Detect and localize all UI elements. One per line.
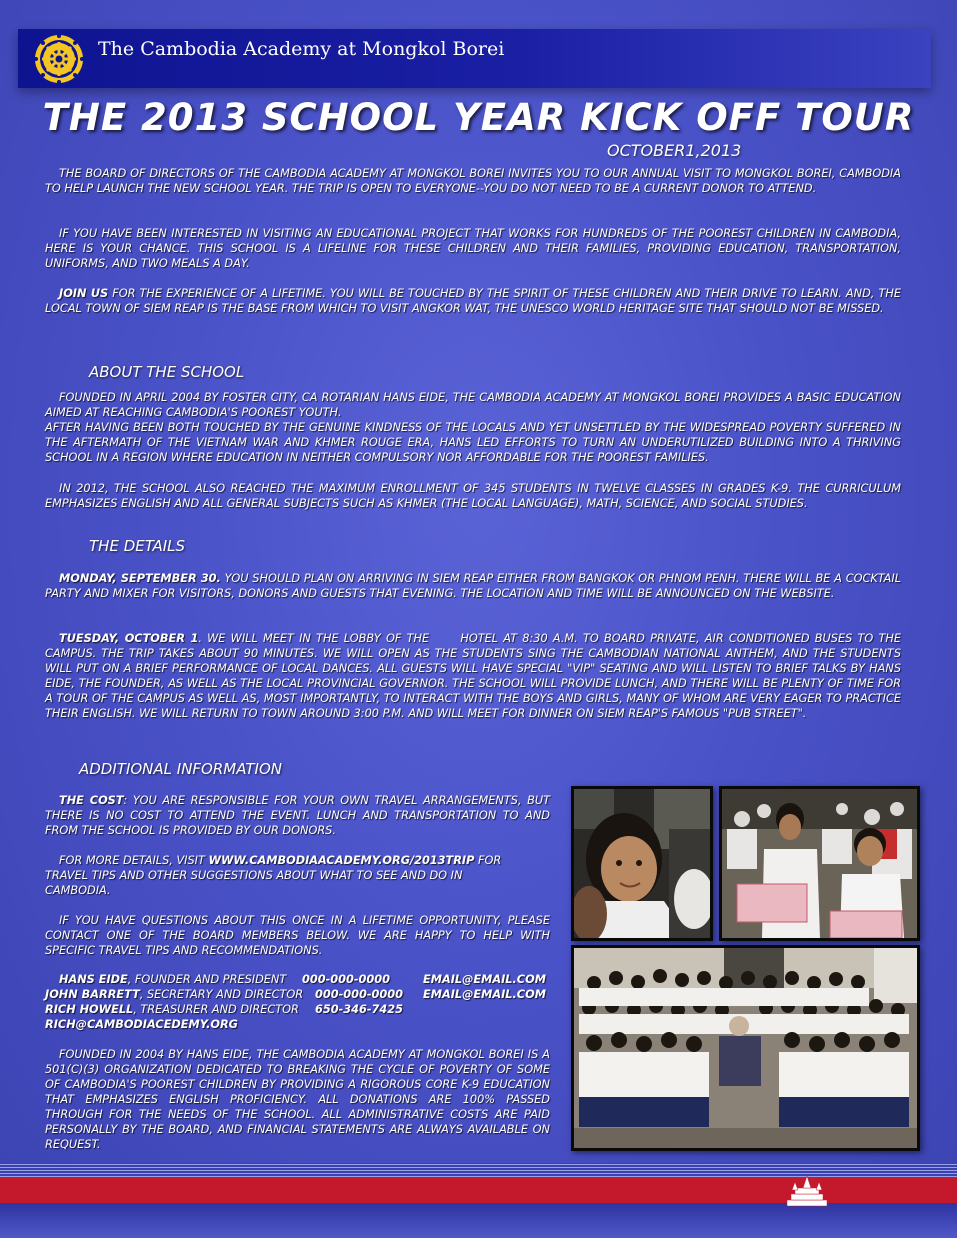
additional-heading: ADDITIONAL INFORMATION <box>79 760 283 778</box>
rotary-wheel-icon <box>34 34 84 84</box>
more-details-paragraph <box>45 853 520 898</box>
monday-lead: MONDAY, SEPTEMBER 30. <box>59 572 221 585</box>
cost-paragraph <box>45 793 550 838</box>
about-paragraph-2: AFTER HAVING BEEN BOTH TOUCHED BY THE GENUINE KINDNESS OF THE LOCALS AND YET UNSETTLED BY THE WIDESPREAD POVERTY SUFFERED IN THE AFTERMATH OF THE VIETNAM WAR AND KHMER ROUGE ERA, HANS LED EFFORTS TO TURN AN UNDERUTILIZED BUILDING INTO A THRIVING SCHOOL IN A REGION WHERE EDUCATION IN NEITHER COMPULSORY NOR AFFORDABLE FOR THE POOREST FAMILIES. <box>45 421 901 464</box>
cost-text: : YOU ARE RESPONSIBLE FOR YOUR OWN TRAVEL ARRANGEMENTS, BUT THERE IS NO COST TO ATTEND THE EVENT. LUNCH AND TRANSPORTATION TO AND FROM THE SCHOOL IS PROVIDED BY OUR DONORS. <box>45 794 550 837</box>
board-member-email[interactable]: RICH@CAMBODIACEDEMY.ORG <box>45 1018 238 1031</box>
details-heading: THE DETAILS <box>89 537 186 555</box>
footer-stripes <box>0 1163 957 1177</box>
board-member-email-row <box>45 1017 303 1032</box>
board-member-role: , SECRETARY AND DIRECTOR <box>139 988 304 1001</box>
join-us-lead: JOIN US <box>59 287 109 300</box>
photo-group-students-image <box>574 948 917 1148</box>
photo-group-students <box>571 945 920 1151</box>
header-bar <box>18 29 931 88</box>
about-heading: ABOUT THE SCHOOL <box>89 363 245 381</box>
website-link[interactable]: WWW.CAMBODIAACADEMY.ORG/2013TRIP <box>208 854 475 867</box>
questions-paragraph: IF YOU HAVE QUESTIONS ABOUT THIS ONCE IN A LIFETIME OPPORTUNITY, PLEASE CONTACT ONE OF THE BOARD MEMBERS BELOW. WE ARE HAPPY TO HELP WITH SPECIFIC TRAVEL TIPS AND RECOMMENDATIONS. <box>45 914 550 957</box>
organization-name: The Cambodia Academy at Mongkol Borei <box>98 38 505 60</box>
footer-bottom <box>0 1203 957 1238</box>
tuesday-text: . WE WILL MEET IN THE LOBBY OF THE HOTEL AT 8:30 A.M. TO BOARD PRIVATE, AIR CONDITIONED BUSES TO THE CAMPUS. THE TRIP TAKES ABOUT 90 MINUTES. WE WILL OPEN AS THE STUDENTS SING THE CAMBODIAN NATIONAL ANTHEM, AND THE STUDENTS WILL PUT ON A BRIEF PERFORMANCE OF LOCAL DANCES. ALL GUESTS WILL HAVE SPECIAL "VIP" SEATING AND WILL LISTEN TO BRIEF TALKS BY HANS EIDE, THE FOUNDER, AS WELL AS THE LOCAL PROVINCIAL GOVERNOR. THE SCHOOL WILL PROVIDE LUNCH, AND THERE WILL BE PLENTY OF TIME FOR A TOUR OF THE CAMPUS AS WELL AS, MOST IMPORTANTLY, TO INTERACT WITH THE BOYS AND GIRLS, MANY OF WHOM ARE VERY EAGER TO PRACTICE THEIR ENGLISH. WE WILL RETURN TO TOWN AROUND 3:00 P.M. AND WILL MEET FOR DINNER ON SIEM REAP'S FAMOUS "PUB STREET". <box>45 632 905 720</box>
intro-paragraph-3 <box>45 286 901 316</box>
intro-paragraph-1: THE BOARD OF DIRECTORS OF THE CAMBODIA ACADEMY AT MONGKOL BOREI INVITES YOU TO OUR ANNUAL VISIT TO MONGKOL BOREI, CAMBODIA TO HELP LAUNCH THE NEW SCHOOL YEAR. THE TRIP IS OPEN TO EVERYONE--YOU DO NOT NEED TO BE A CURRENT DONOR TO ATTEND. <box>45 167 901 195</box>
more-details-prefix: FOR MORE DETAILS, VISIT <box>59 854 209 867</box>
cost-lead: THE COST <box>59 794 124 807</box>
more-details-suffix: FOR TRAVEL TIPS AND OTHER SUGGESTIONS ABOUT WHAT TO SEE AND DO IN CAMBODIA. <box>45 854 502 897</box>
tuesday-lead: TUESDAY, OCTOBER 1 <box>59 632 199 645</box>
board-member-phone: 000-000-0000 <box>302 973 390 986</box>
event-date: OCTOBER1,2013 <box>607 141 742 160</box>
intro-paragraph-2: IF YOU HAVE BEEN INTERESTED IN VISITING AN EDUCATIONAL PROJECT THAT WORKS FOR HUNDREDS OF THE POOREST CHILDREN IN CAMBODIA, HERE IS YOUR CHANCE. THIS SCHOOL IS A LIFELINE FOR THESE CHILDREN AND THEIR FAMILIES, PROVIDING EDUCATION, TRANSPORTATION, UNIFORMS, AND TWO MEALS A DAY. <box>45 227 901 270</box>
board-member-role: , TREASURER AND DIRECTOR <box>133 1003 299 1016</box>
board-member-name: JOHN BARRETT <box>45 988 140 1001</box>
intro-paragraph-3-text: FOR THE EXPERIENCE OF A LIFETIME. YOU WILL BE TOUCHED BY THE SPIRIT OF THESE CHILDREN AND THEIR DRIVE TO LEARN. AND, THE LOCAL TOWN OF SIEM REAP IS THE BASE FROM WHICH TO VISIT ANGKOR WAT, THE UNESCO WORLD HERITAGE SITE THAT SHOULD NOT BE MISSED. <box>45 287 901 315</box>
angkor-temple-icon <box>785 1176 829 1208</box>
board-contacts <box>45 972 546 1032</box>
about-paragraph-1: FOUNDED IN APRIL 2004 BY FOSTER CITY, CA ROTARIAN HANS EIDE, THE CAMBODIA ACADEMY AT MONGKOL BOREI PROVIDES A BASIC EDUCATION AIMED AT REACHING CAMBODIA'S POOREST YOUTH. <box>45 391 901 419</box>
monday-paragraph <box>45 571 901 601</box>
board-member-phone: 650-346-7425 <box>315 1003 403 1016</box>
photo-students-certificates-image <box>722 789 917 938</box>
photo-girl-smiling <box>571 786 713 941</box>
photo-girl-smiling-image <box>574 789 710 938</box>
board-member-role: , FOUNDER AND PRESIDENT <box>127 973 287 986</box>
founded-paragraph: FOUNDED IN 2004 BY HANS EIDE, THE CAMBODIA ACADEMY AT MONGKOL BOREI IS A 501(C)(3) ORGANIZATION DEDICATED TO BREAKING THE CYCLE OF POVERTY OF SOME OF CAMBODIA'S POOREST CHILDREN BY PROVIDING A RIGOROUS CORE K-9 EDUCATION THAT EMPHASIZES ENGLISH PROFICIENCY. ALL DONATIONS ARE 100% PASSED THROUGH FOR THE NEEDS OF THE SCHOOL. ALL ADMINISTRATIVE COSTS ARE PAID PERSONALLY BY THE BOARD, AND FINANCIAL STATEMENTS ARE ALWAYS AVAILABLE ON REQUEST. <box>45 1048 550 1151</box>
board-member-name: HANS EIDE <box>59 973 128 986</box>
about-paragraph-3: IN 2012, THE SCHOOL ALSO REACHED THE MAXIMUM ENROLLMENT OF 345 STUDENTS IN TWELVE CLASSES IN GRADES K-9. THE CURRICULUM EMPHASIZES ENGLISH AND ALL GENERAL SUBJECTS SUCH AS KHMER (THE LOCAL LANGUAGE), MATH, SCIENCE, AND SOCIAL STUDIES. <box>45 482 901 510</box>
monday-text: YOU SHOULD PLAN ON ARRIVING IN SIEM REAP EITHER FROM BANGKOK OR PHNOM PENH. THERE WILL BE A COCKTAIL PARTY AND MIXER FOR VISITORS, DONORS AND GUESTS THAT EVENING. THE LOCATION AND TIME WILL BE ANNOUNCED ON THE WEBSITE. <box>45 572 901 600</box>
board-member-phone: 000-000-0000 <box>315 988 403 1001</box>
board-member-row <box>45 972 546 987</box>
board-member-name: RICH HOWELL <box>45 1003 134 1016</box>
board-member-row <box>45 987 546 1002</box>
tuesday-paragraph <box>45 631 905 721</box>
page-title: THE 2013 SCHOOL YEAR KICK OFF TOUR <box>42 96 915 139</box>
board-member-email[interactable]: EMAIL@EMAIL.COM <box>423 988 546 1001</box>
photo-students-certificates <box>719 786 920 941</box>
board-member-row <box>45 1002 403 1017</box>
board-member-email[interactable]: EMAIL@EMAIL.COM <box>423 973 546 986</box>
